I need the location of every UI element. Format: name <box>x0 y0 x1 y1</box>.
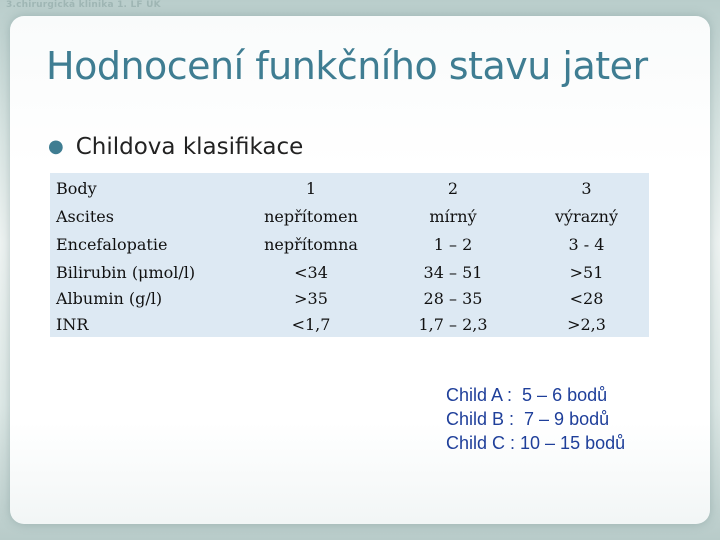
table-cell: <1,7 <box>240 311 382 337</box>
table-cell: <28 <box>524 285 649 311</box>
table-cell: Bilirubin (μmol/l) <box>50 259 240 285</box>
table-cell: >2,3 <box>524 311 649 337</box>
bullet-dot-icon: ● <box>48 136 64 157</box>
header-cell-2: 2 <box>382 173 524 203</box>
table-cell: <34 <box>240 259 382 285</box>
class-line-c: Child C : 10 – 15 bodů <box>446 433 626 453</box>
header-cell-body: Body <box>50 173 240 203</box>
table-cell: nepřítomna <box>240 229 382 259</box>
table-cell: 34 – 51 <box>382 259 524 285</box>
slide-title: Hodnocení funkčního stavu jater <box>46 44 648 88</box>
table-cell: Ascites <box>50 203 240 229</box>
clinic-label: 3.chirurgická klinika 1. LF UK <box>6 0 161 10</box>
child-pugh-table <box>50 173 649 337</box>
table-cell: nepřítomen <box>240 203 382 229</box>
table-row-bilirubin <box>50 259 649 285</box>
header-cell-1: 1 <box>240 173 382 203</box>
table-cell: Albumin (g/l) <box>50 285 240 311</box>
table-cell: 1,7 – 2,3 <box>382 311 524 337</box>
bullet-item <box>48 134 303 160</box>
bullet-text: Childova klasifikace <box>75 134 304 160</box>
table-row-ascites <box>50 203 649 229</box>
table-cell: mírný <box>382 203 524 229</box>
class-line-b: Child B : 7 – 9 bodů <box>446 409 610 429</box>
child-classes <box>446 383 625 455</box>
table-cell: 28 – 35 <box>382 285 524 311</box>
table-cell: 3 - 4 <box>524 229 649 259</box>
table-row-inr <box>50 311 649 337</box>
table-cell: výrazný <box>524 203 649 229</box>
table-cell: >51 <box>524 259 649 285</box>
table-header-row <box>50 173 649 203</box>
table-cell: INR <box>50 311 240 337</box>
table-cell: >35 <box>240 285 382 311</box>
table-row-encefalopatie <box>50 229 649 259</box>
table-cell: Encefalopatie <box>50 229 240 259</box>
class-line-a: Child A : 5 – 6 bodů <box>446 385 608 405</box>
table-cell: 1 – 2 <box>382 229 524 259</box>
table-row-albumin <box>50 285 649 311</box>
header-cell-3: 3 <box>524 173 649 203</box>
